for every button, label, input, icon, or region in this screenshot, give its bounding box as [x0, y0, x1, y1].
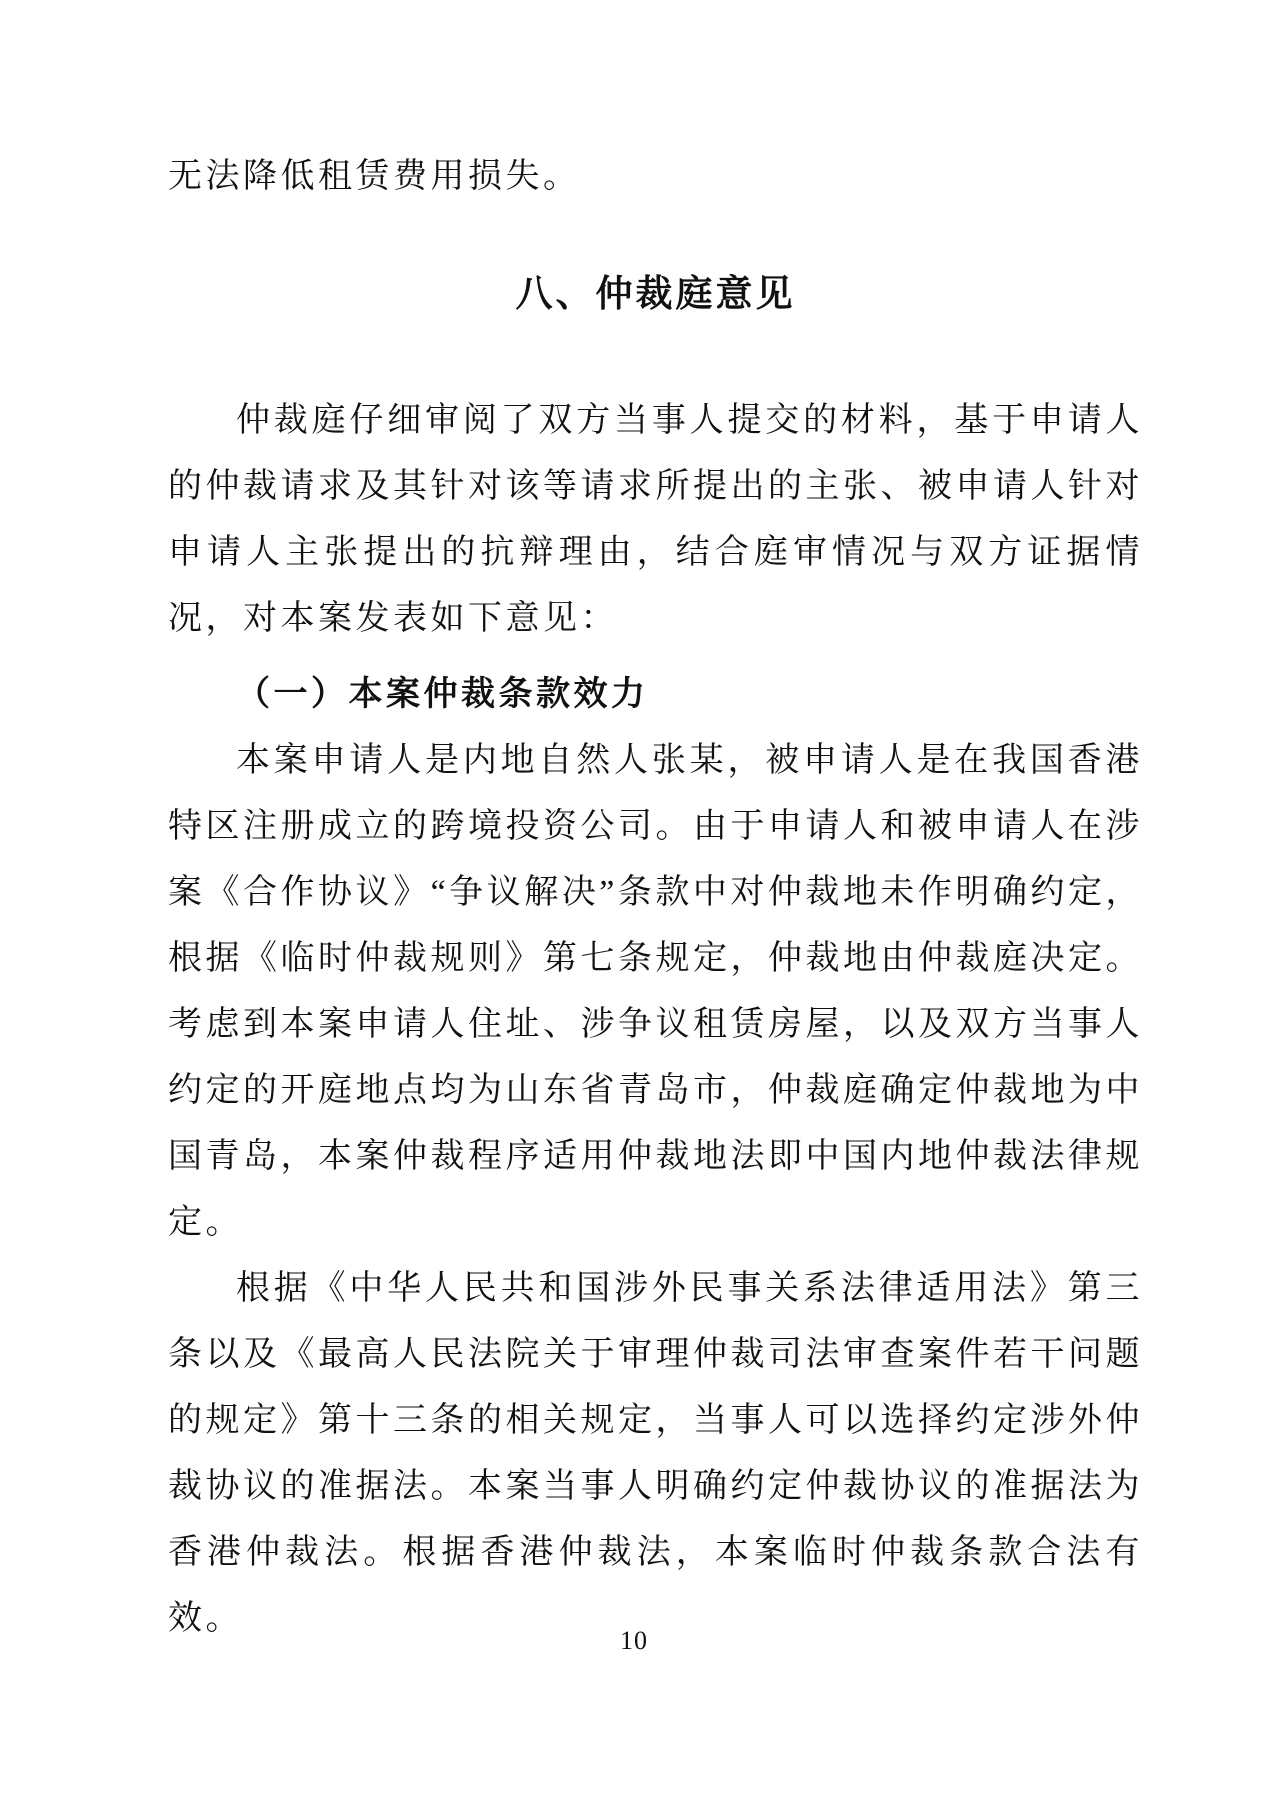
- intro-paragraph: 仲裁庭仔细审阅了双方当事人提交的材料，基于申请人的仲裁请求及其针对该等请求所提出的主张、被申请人针对申请人主张提出的抗辩理由，结合庭审情况与双方证据情况，对本案发表如下意见：: [168, 402, 1143, 637]
- continuation-paragraph: 无法降低租赁费用损失。: [168, 158, 581, 195]
- body-paragraph-1: 本案申请人是内地自然人张某，被申请人是在我国香港特区注册成立的跨境投资公司。由于申请人和被申请人在涉案《合作协议》“争议解决”条款中对仲裁地未作明确约定，根据《临时仲裁规则》第七条规定，仲裁地由仲裁庭决定。考虑到本案申请人住址、涉争议租赁房屋，以及双方当事人约定的开庭地点均为山东省青岛市，仲裁庭确定仲裁地为中国青岛，本案仲裁程序适用仲裁地法即中国内地仲裁法律规定。: [168, 742, 1143, 1241]
- section-heading: 八、仲裁庭意见: [515, 274, 796, 315]
- body-paragraph-2: 根据《中华人民共和国涉外民事关系法律适用法》第三条以及《最高人民法院关于审理仲裁司法审查案件若干问题的规定》第十三条的相关规定，当事人可以选择约定涉外仲裁协议的准据法。本案当事人明确约定仲裁协议的准据法为香港仲裁法。根据香港仲裁法，本案临时仲裁条款合法有效。: [168, 1270, 1143, 1637]
- subsection-heading: （一）本案仲裁条款效力: [236, 676, 649, 713]
- page-number: 10: [620, 1626, 648, 1655]
